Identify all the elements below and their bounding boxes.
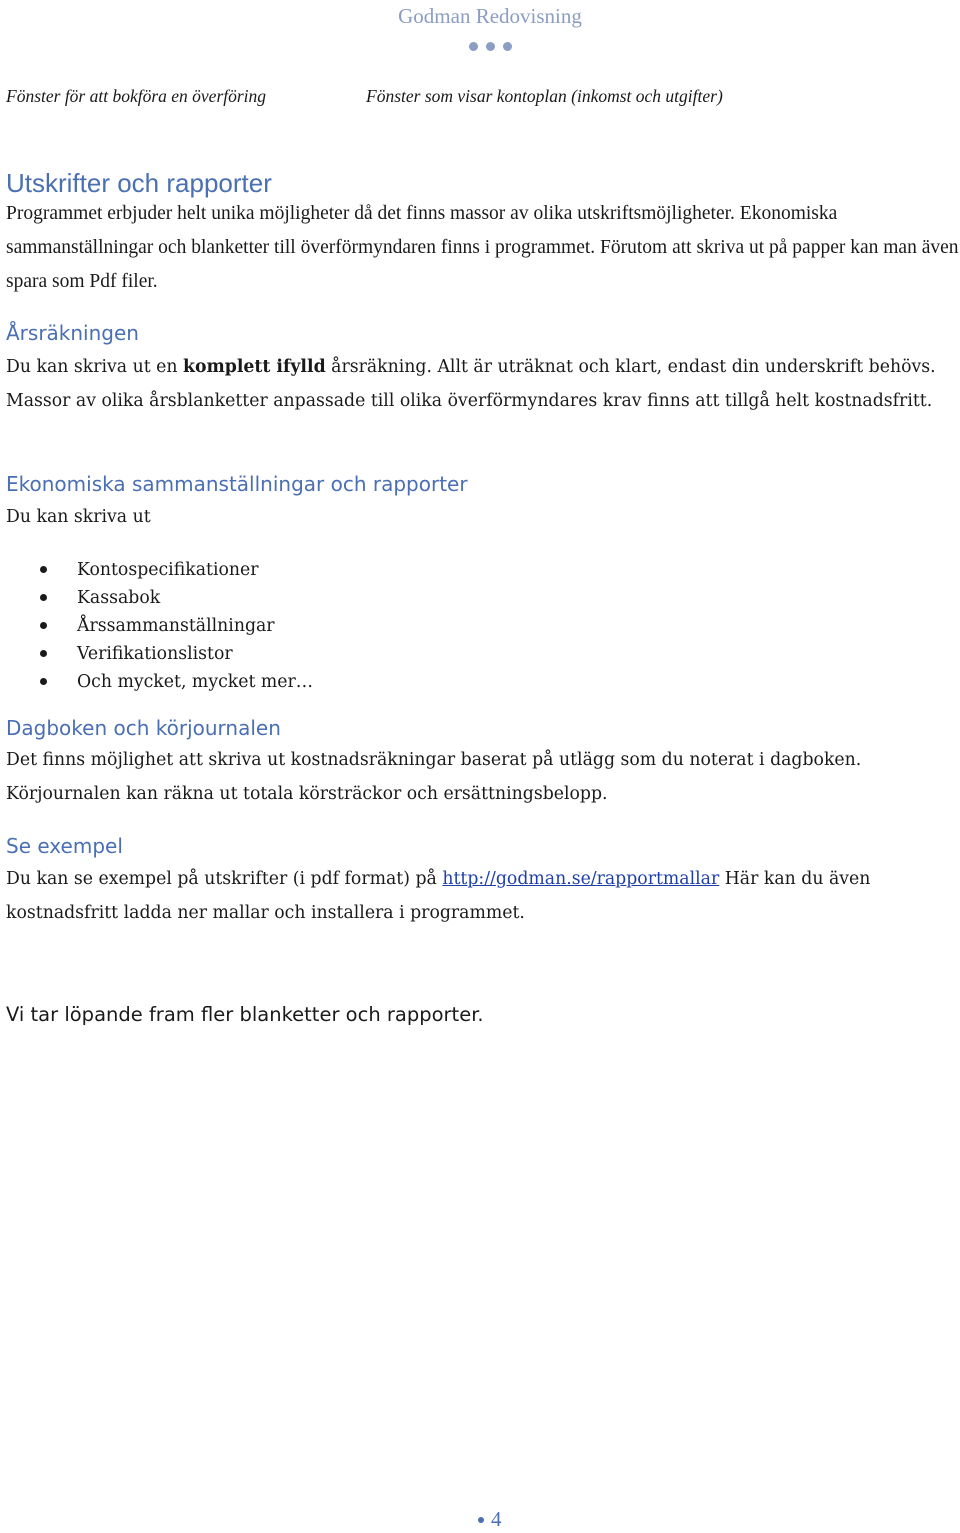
bullet-icon <box>40 566 47 573</box>
ornament-dot <box>486 42 495 51</box>
ornament-dot <box>503 42 512 51</box>
text-segment: Du kan skriva ut en <box>6 357 183 377</box>
rapportmallar-link[interactable]: http://godman.se/rapportmallar <box>442 869 720 889</box>
page-number <box>478 1507 502 1532</box>
list-item <box>40 612 313 640</box>
list-item-label: Årssammanställningar <box>77 616 275 636</box>
bullet-icon <box>40 650 47 657</box>
bullet-icon <box>40 594 47 601</box>
text-segment: årsräkning. Allt är uträknat och klart, endast din underskrift behövs. Massor av olika årsblanketter anpassade till olika överförmyndares krav finns att tillgå helt kostnadsfritt. <box>6 357 936 411</box>
text-segment: Här kan du även kostnadsfritt ladda ner mallar och installera i programmet. <box>6 869 871 923</box>
list-item-label: Kontospecifikationer <box>77 560 259 580</box>
paragraph-arsrakning <box>6 350 960 418</box>
list-item-label: Kassabok <box>77 588 161 608</box>
list-item-label: Verifikationslistor <box>77 644 233 664</box>
paragraph-intro: Programmet erbjuder helt unika möjligheter då det finns massor av olika utskriftsmöjligheter. Ekonomiska sammanställningar och blanketter till överförmyndaren finns i programmet. Förutom att skriva ut på papper kan man även spara som Pdf filer. <box>6 203 959 292</box>
closing-statement: Vi tar löpande fram fler blanketter och rapporter. <box>6 1003 484 1026</box>
page-number-dot <box>478 1517 484 1523</box>
list-item <box>40 668 313 696</box>
bullet-icon <box>40 622 47 629</box>
heading-ekonomiska: Ekonomiska sammanställningar och rapporter <box>6 472 468 496</box>
text-segment: Du kan se exempel på utskrifter (i pdf format) på <box>6 869 443 889</box>
heading-se-exempel: Se exempel <box>6 834 123 858</box>
bullet-icon <box>40 678 47 685</box>
paragraph-exempel <box>6 862 960 930</box>
paragraph-ekonomiska-intro: Du kan skriva ut <box>6 507 151 527</box>
header-dots-ornament <box>469 42 512 52</box>
report-list <box>40 556 313 696</box>
bold-text: komplett ifylld <box>182 357 326 377</box>
page-number-value: 4 <box>491 1507 502 1531</box>
list-item <box>40 556 313 584</box>
list-item <box>40 640 313 668</box>
caption-left: Fönster för att bokföra en överföring <box>6 86 267 106</box>
caption-right: Fönster som visar kontoplan (inkomst och utgifter) <box>366 86 723 106</box>
ornament-dot <box>469 42 478 51</box>
paragraph-dagbok: Det finns möjlighet att skriva ut kostnadsräkningar baserat på utlägg som du noterat i dagboken. Körjournalen kan räkna ut totala körsträckor och ersättningsbelopp. <box>6 750 862 804</box>
heading-arsrakning: Årsräkningen <box>6 321 139 345</box>
header-title: Godman Redovisning <box>398 4 582 28</box>
list-item-label: Och mycket, mycket mer… <box>77 672 314 692</box>
heading-utskrifter: Utskrifter och rapporter <box>6 168 272 198</box>
list-item <box>40 584 313 612</box>
heading-dagbok: Dagboken och körjournalen <box>6 716 281 740</box>
